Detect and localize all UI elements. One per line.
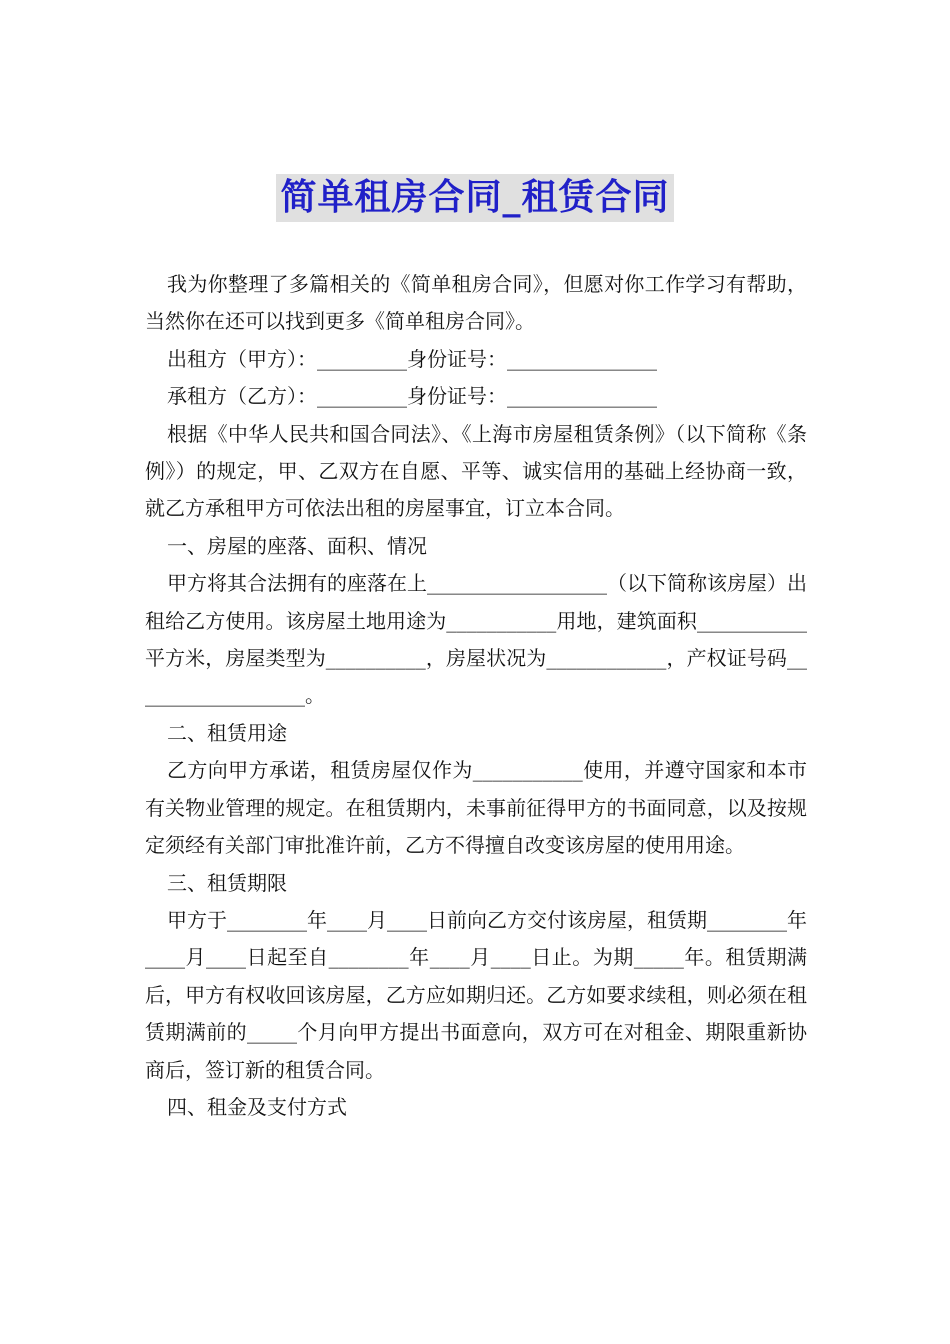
lessee-line: 承租方（乙方）：_________身份证号：_______________: [167, 384, 657, 409]
document-body: [145, 266, 807, 1126]
section-heading-purpose: 二、租赁用途: [167, 720, 287, 745]
location-paragraph: 甲方将其合法拥有的座落在上__________________（以下简称该房屋）出租给乙方使用。该房屋土地用途为___________用地，建筑面积___________平方米，房屋类型为__________，房屋状况为____________，产权证号码__________________。: [145, 571, 807, 708]
term-paragraph: 甲方于________年____月____日前向乙方交付该房屋，租赁期________年____月____日起至自________年____月____日止。为期_____年。租赁期满后，甲方有权收回该房屋，乙方应如期归还。乙方如要求续租，则必须在租赁期满前的_____个月向甲方提出书面意向，双方可在对租金、期限重新协商后，签订新的租赁合同。: [145, 907, 807, 1082]
purpose-paragraph: 乙方向甲方承诺，租赁房屋仅作为___________使用，并遵守国家和本市有关物业管理的规定。在租赁期内，未事前征得甲方的书面同意，以及按规定须经有关部门审批准许前，乙方不得擅自改变该房屋的使用用途。: [145, 758, 807, 858]
section-heading-rent: 四、租金及支付方式: [167, 1094, 347, 1119]
document-title: 简单租房合同_租赁合同: [276, 174, 673, 222]
section-heading-term: 三、租赁期限: [167, 870, 287, 895]
intro-paragraph: 我为你整理了多篇相关的《简单租房合同》，但愿对你工作学习有帮助，当然你在还可以找到更多《简单租房合同》。: [145, 272, 807, 334]
title-container: [0, 174, 950, 222]
legal-basis-paragraph: 根据《中华人民共和国合同法》、《上海市房屋租赁条例》（以下简称《条例》）的规定，甲、乙双方在自愿、平等、诚实信用的基础上经协商一致，就乙方承租甲方可依法出租的房屋事宜，订立本合同。: [145, 421, 807, 521]
section-heading-location: 一、房屋的座落、面积、情况: [167, 533, 427, 558]
lessor-line: 出租方（甲方）：_________身份证号：_______________: [167, 346, 657, 371]
